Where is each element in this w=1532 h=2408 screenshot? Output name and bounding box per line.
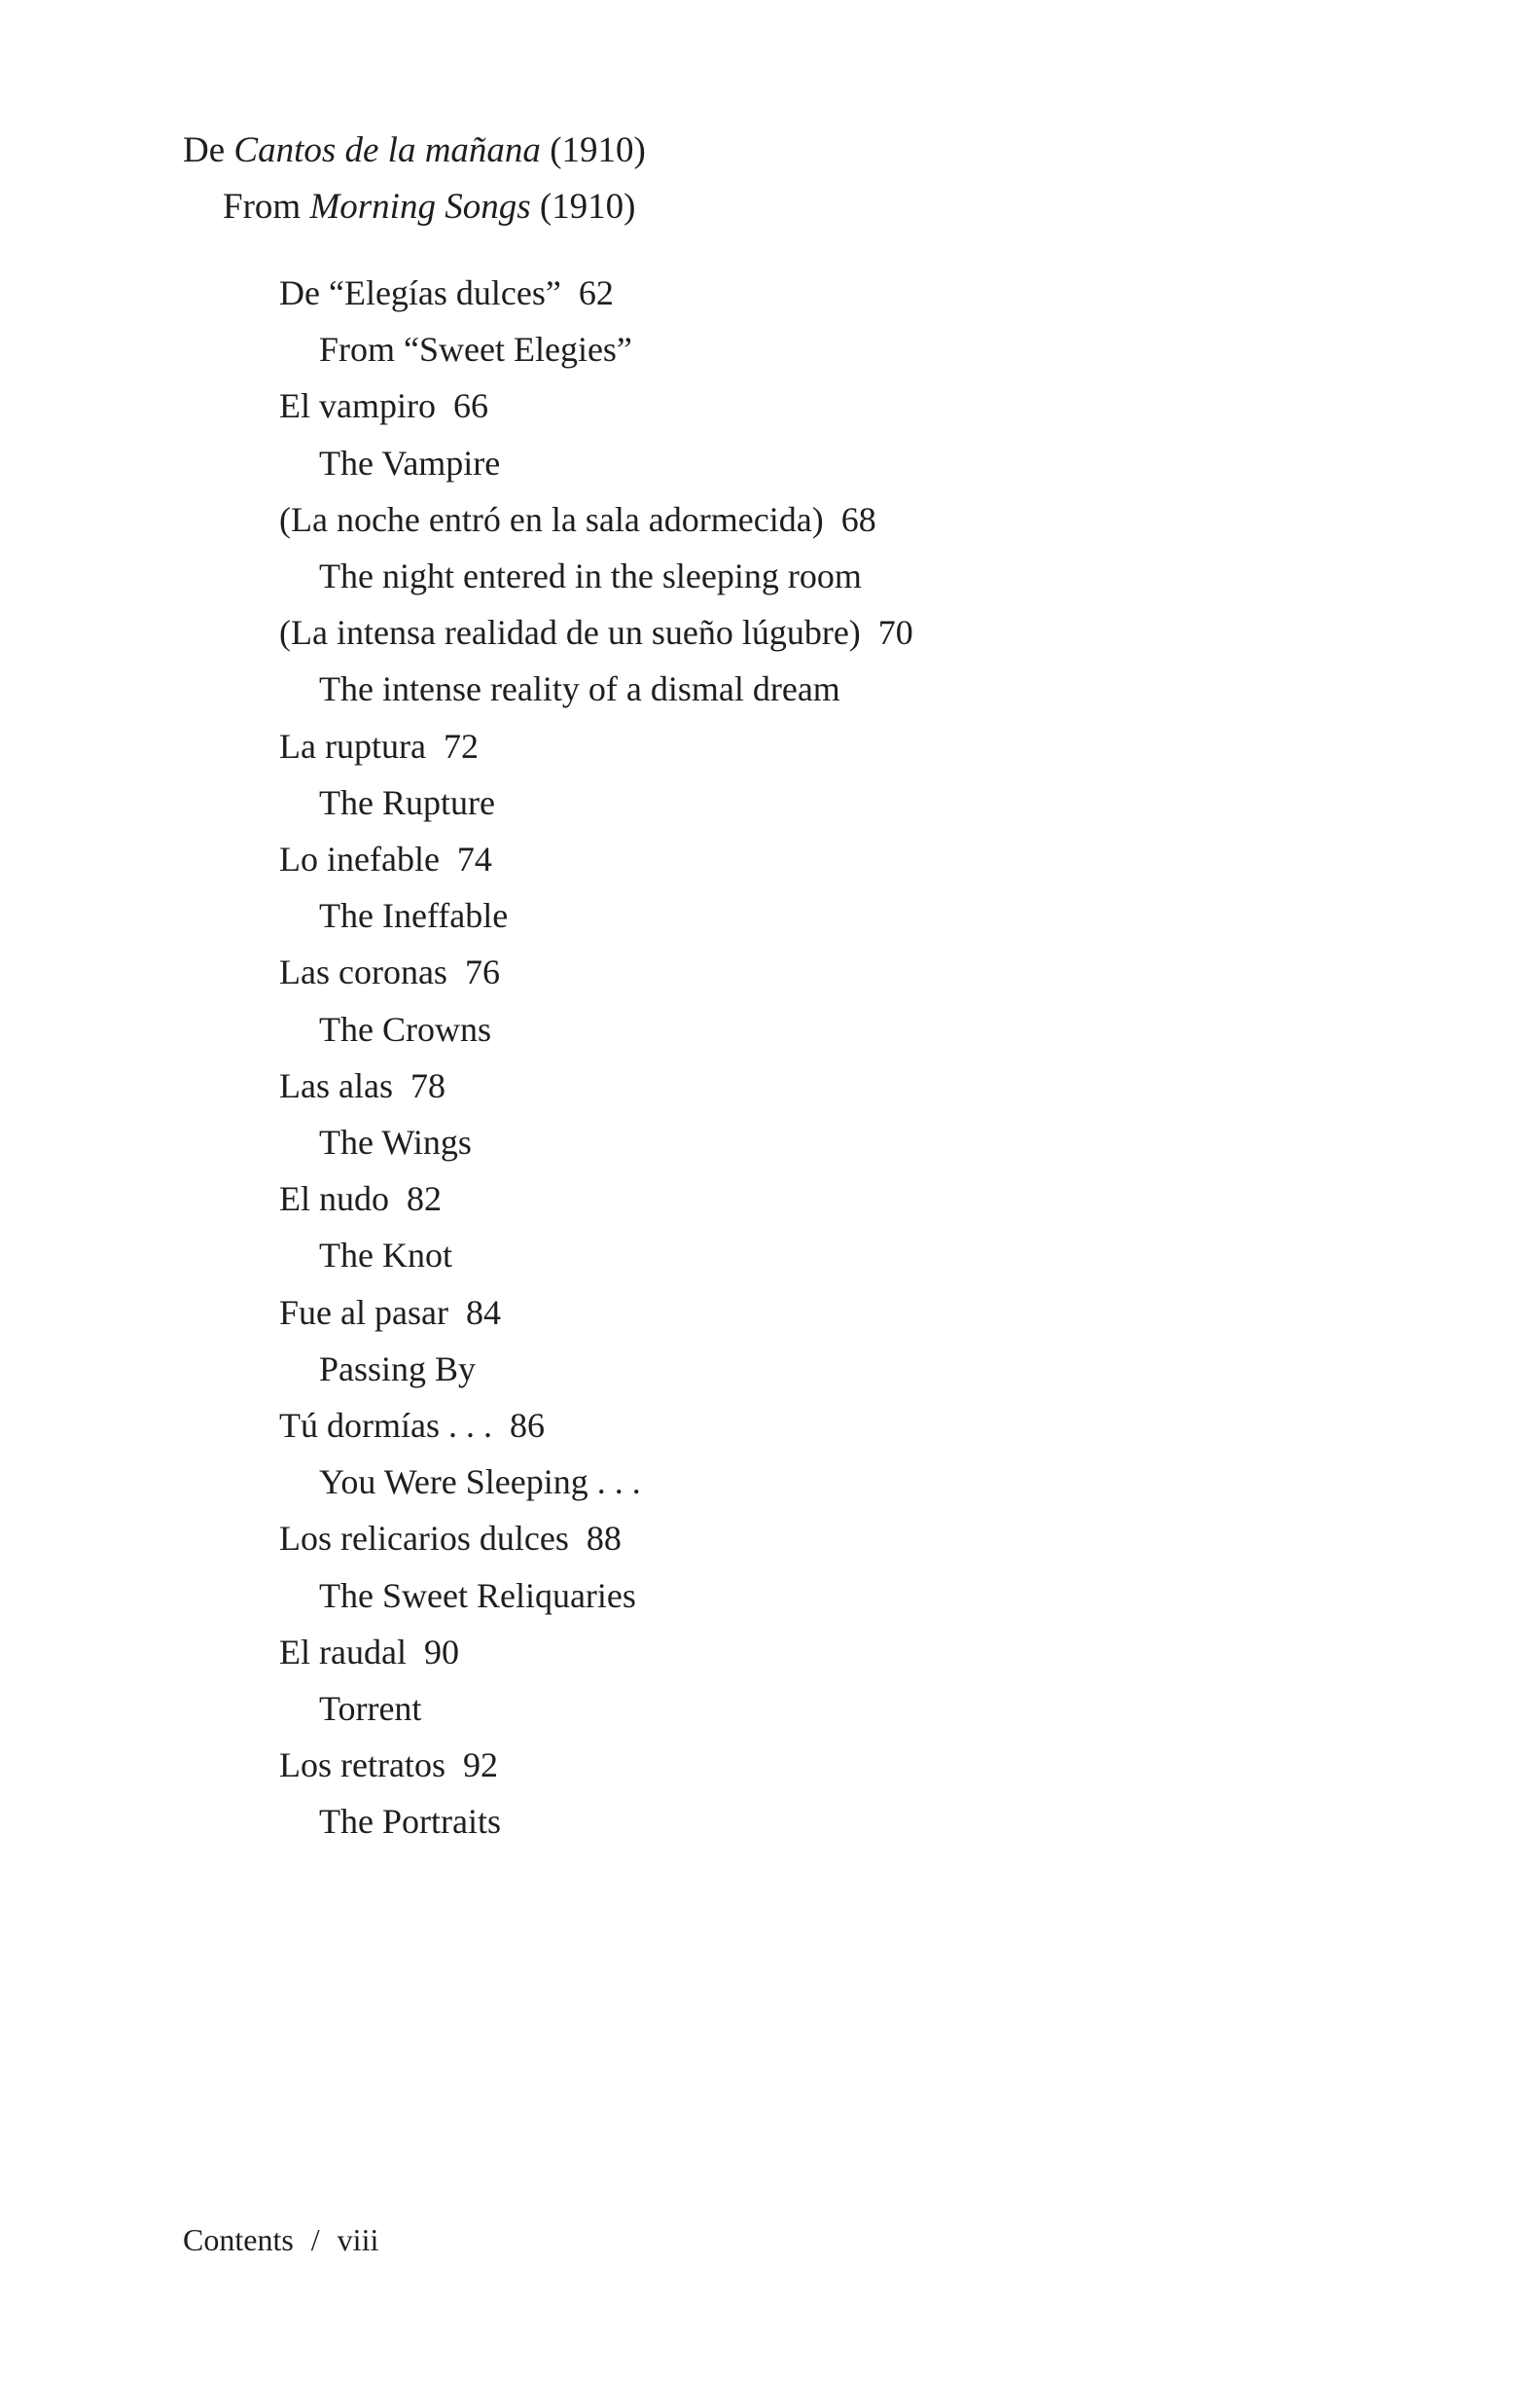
- footer-separator: /: [310, 2222, 320, 2257]
- section-es-year: (1910): [540, 130, 646, 170]
- entry-spanish-title: (La intensa realidad de un sueño lúgubre): [279, 613, 861, 653]
- entry-page-number: 70: [877, 613, 913, 653]
- entry-spanish-title: Lo inefable: [279, 840, 440, 880]
- entry-english-title: The Ineffable: [319, 896, 509, 936]
- entry-page-number: 84: [465, 1292, 501, 1332]
- entry-english-title: The Rupture: [319, 782, 495, 822]
- entry-spanish-title: Los retratos: [279, 1745, 445, 1785]
- entry-english-title: The Portraits: [319, 1802, 501, 1842]
- entry-spanish-line: [279, 265, 913, 321]
- entry-english-title: The intense reality of a dismal dream: [319, 669, 840, 709]
- entry-page-number: 92: [462, 1745, 498, 1785]
- entry-spanish-line: [279, 1058, 913, 1114]
- entry-spanish-title: Los relicarios dulces: [279, 1519, 569, 1559]
- entry-page-number: 74: [456, 840, 492, 880]
- entry-spanish-title: De “Elegías dulces”: [279, 273, 561, 312]
- entry-english-title: Passing By: [319, 1348, 477, 1388]
- section-heading: [183, 123, 646, 235]
- contents-entry: [279, 718, 913, 831]
- entry-page-number: 86: [509, 1406, 545, 1446]
- entry-page-number: 90: [423, 1632, 459, 1671]
- entry-english-title: The Crowns: [319, 1009, 491, 1049]
- entry-spanish-line: [279, 377, 913, 434]
- entry-spanish-line: [279, 1510, 913, 1566]
- contents-entry: [279, 265, 913, 377]
- page-footer: [183, 2220, 378, 2259]
- entry-spanish-line: [279, 944, 913, 1000]
- entry-english-title: The Wings: [319, 1123, 472, 1163]
- entry-page-number: 78: [410, 1065, 445, 1105]
- entry-spanish-line: [279, 831, 913, 887]
- entry-english-title: You Were Sleeping . . .: [319, 1462, 641, 1502]
- section-en-title: Morning Songs: [309, 187, 531, 227]
- entry-spanish-title: El vampiro: [279, 386, 436, 426]
- entry-page-number: 66: [452, 386, 488, 426]
- section-title-spanish: [183, 123, 646, 179]
- contents-entry: [279, 491, 913, 604]
- entry-spanish-title: La ruptura: [279, 726, 426, 766]
- entry-page-number: 88: [586, 1519, 622, 1559]
- contents-entry: [279, 1284, 913, 1397]
- contents-entry: [279, 1737, 913, 1850]
- entry-spanish-title: El nudo: [279, 1179, 389, 1219]
- section-es-title: Cantos de la mañana: [233, 130, 541, 170]
- contents-entry: [279, 1058, 913, 1170]
- entry-spanish-line: [279, 1624, 913, 1680]
- contents-list: [279, 265, 913, 1851]
- contents-entry: [279, 377, 913, 490]
- entry-page-number: 68: [840, 499, 876, 539]
- section-title-english: [183, 179, 646, 235]
- entry-page-number: 62: [578, 273, 614, 312]
- entry-english-title: The night entered in the sleeping room: [319, 557, 862, 596]
- entry-page-number: 82: [407, 1179, 442, 1219]
- entry-english-title: From “Sweet Elegies”: [319, 330, 632, 370]
- entry-spanish-title: Tú dormías . . .: [279, 1406, 492, 1446]
- section-en-prefix: From: [223, 187, 310, 227]
- entry-spanish-line: [279, 1737, 913, 1793]
- footer-label: Contents: [183, 2222, 294, 2257]
- entry-spanish-title: Fue al pasar: [279, 1292, 448, 1332]
- entry-spanish-title: El raudal: [279, 1632, 407, 1671]
- entry-spanish-title: Las coronas: [279, 952, 447, 992]
- entry-page-number: 76: [464, 952, 500, 992]
- entry-spanish-title: (La noche entró en la sala adormecida): [279, 499, 824, 539]
- entry-english-title: The Vampire: [319, 443, 501, 483]
- entry-english-title: The Knot: [319, 1236, 452, 1276]
- contents-entry: [279, 1510, 913, 1623]
- footer-page-number: viii: [337, 2222, 379, 2257]
- entry-spanish-line: [279, 1284, 913, 1341]
- entry-spanish-title: Las alas: [279, 1065, 393, 1105]
- contents-entry: [279, 604, 913, 717]
- entry-spanish-line: [279, 1170, 913, 1227]
- entry-english-title: The Sweet Reliquaries: [319, 1575, 636, 1615]
- entry-english-title: Torrent: [319, 1689, 422, 1729]
- entry-spanish-line: [279, 718, 913, 774]
- section-es-prefix: De: [183, 130, 234, 170]
- entry-page-number: 72: [443, 726, 479, 766]
- contents-entry: [279, 831, 913, 944]
- entry-spanish-line: [279, 604, 913, 661]
- contents-entry: [279, 1170, 913, 1283]
- section-en-year: (1910): [530, 187, 636, 227]
- entry-spanish-line: [279, 491, 913, 548]
- contents-entry: [279, 1397, 913, 1510]
- entry-spanish-line: [279, 1397, 913, 1454]
- contents-entry: [279, 1624, 913, 1737]
- contents-entry: [279, 944, 913, 1057]
